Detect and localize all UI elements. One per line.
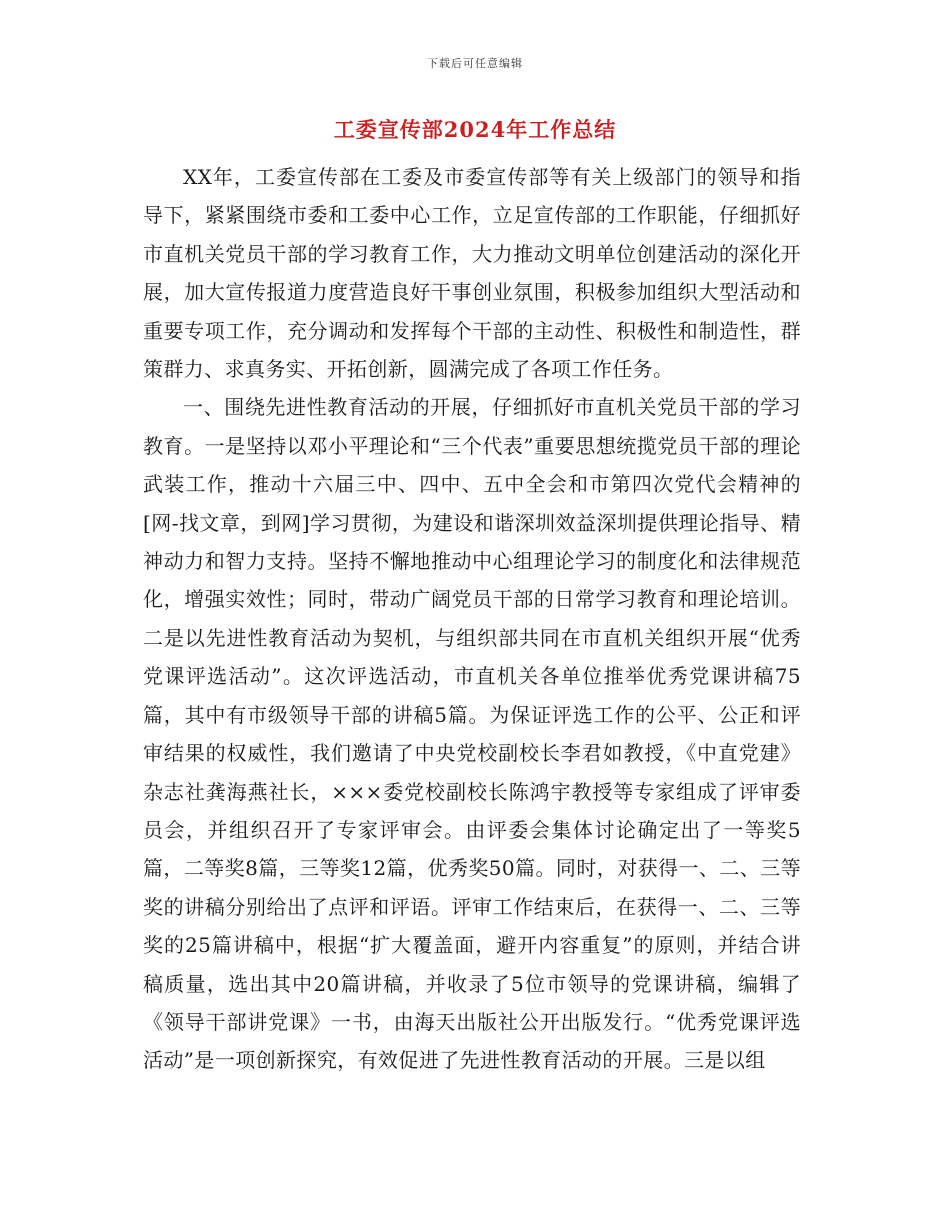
- paragraph-intro: XX年，工委宣传部在工委及市委宣传部等有关上级部门的领导和指导下，紧紧围绕市委和工委中心工作，立足宣传部的工作职能，仔细抓好市直机关党员干部的学习教育工作，大力推动文明单位创建活动的深化开展，加大宣传报道力度营造良好干事创业氛围，积极参加组织大型活动和重要专项工作，充分调动和发挥每个干部的主动性、积极性和制造性，群策群力、求真务实、开拓创新，圆满完成了各项工作任务。: [143, 165, 801, 382]
- document-title: 工委宣传部2024年工作总结: [333, 117, 617, 142]
- page-header-note: 下载后可任意编辑: [427, 57, 523, 70]
- paragraph-section-one: 一、围绕先进性教育活动的开展，仔细抓好市直机关党员干部的学习教育。一是坚持以邓小平理论和“三个代表”重要思想统揽党员干部的理论武装工作，推动十六届三中、四中、五中全会和市第四次党代会精神的[网-找文章，到网]学习贯彻，为建设和谐深圳效益深圳提供理论指导、精神动力和智力支持。坚持不懈地推动中心组理论学习的制度化和法律规范化，增强实效性；同时，带动广阔党员干部的日常学习教育和理论培训。二是以先进性教育活动为契机，与组织部共同在市直机关组织开展“优秀党课评选活动”。这次评选活动，市直机关各单位推举优秀党课讲稿75篇，其中有市级领导干部的讲稿5篇。为保证评选工作的公平、公正和评审结果的权威性，我们邀请了中央党校副校长李君如教授，《中直党建》杂志社龚海燕社长，×××委党校副校长陈鸿宇教授等专家组成了评审委员会，并组织召开了专家评审会。由评委会集体讨论确定出了一等奖5篇，二等奖8篇，三等奖12篇，优秀奖50篇。同时，对获得一、二、三等奖的讲稿分别给出了点评和评语。评审工作结束后，在获得一、二、三等奖的25篇讲稿中，根据“扩大覆盖面，避开内容重复”的原则，并结合讲稿质量，选出其中20篇讲稿，并收录了5位市领导的党课讲稿，编辑了《领导干部讲党课》一书，由海天出版社公开出版发行。“优秀党课评选活动”是一项创新探究，有效促进了先进性教育活动的开展。三是以组: [143, 395, 801, 1073]
- document-body: [143, 158, 801, 1080]
